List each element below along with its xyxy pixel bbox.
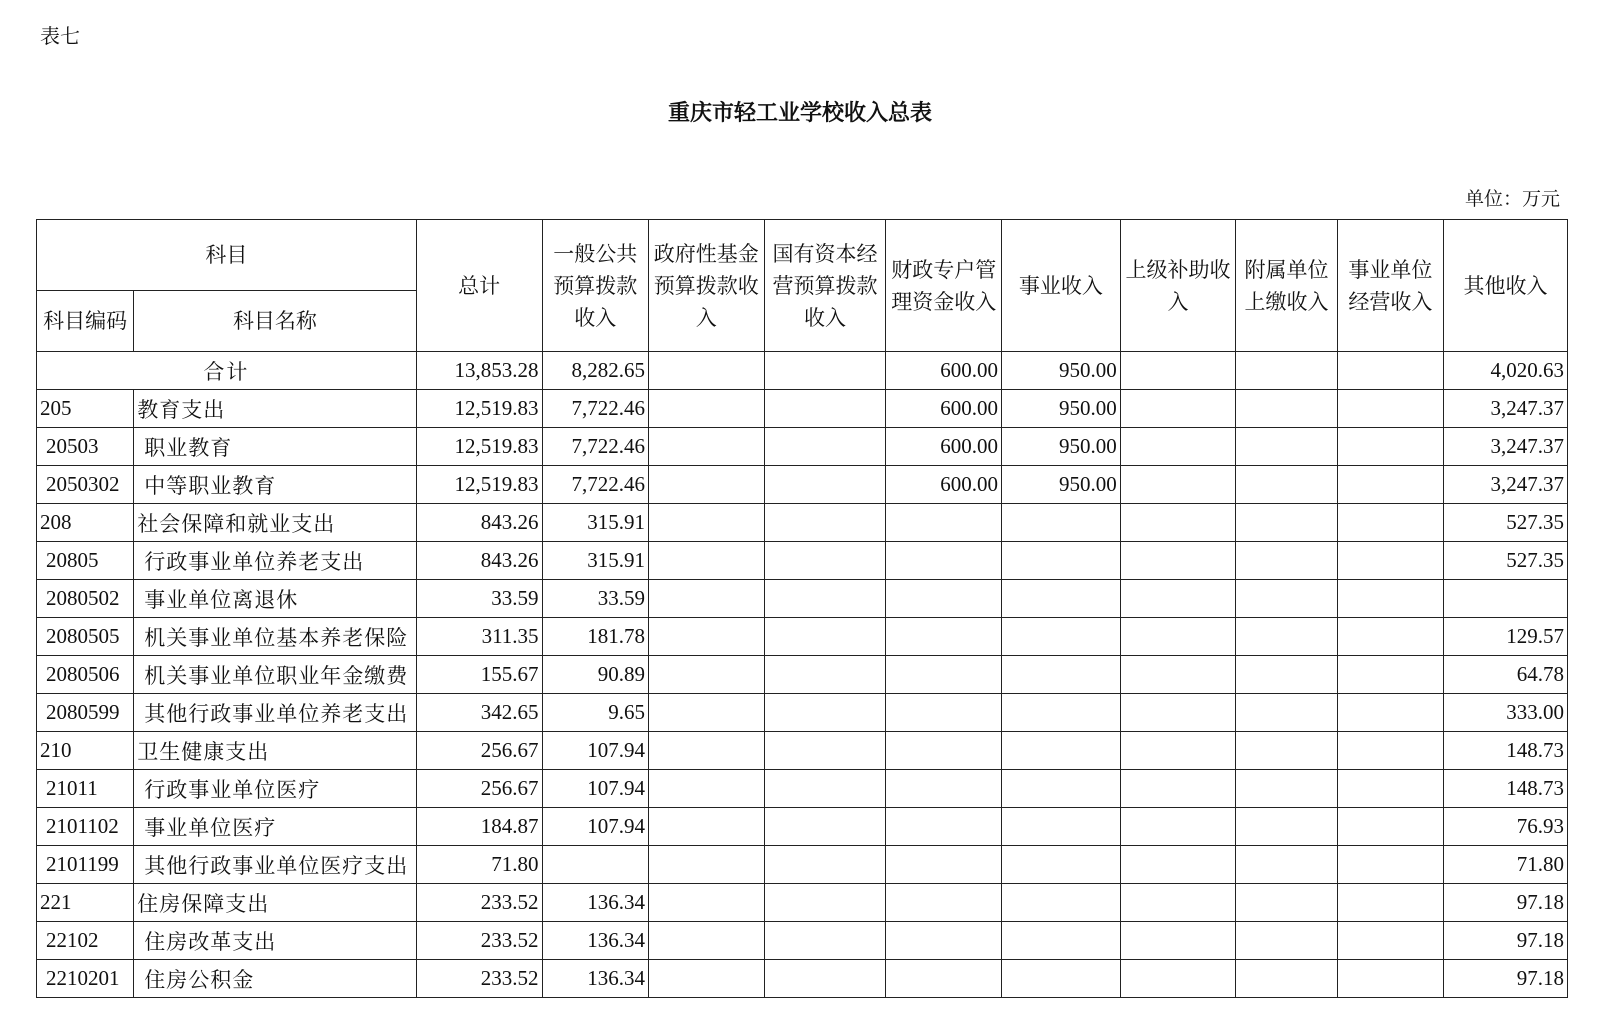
amount-cell (1236, 846, 1337, 884)
amount-cell: 184.87 (416, 808, 542, 846)
amount-cell (648, 466, 764, 504)
unit-label: 单位：万元 (1464, 188, 1560, 210)
subject-name-cell: 行政事业单位医疗 (134, 770, 416, 808)
amount-cell: 76.93 (1444, 808, 1568, 846)
header-col-business-income: 事业收入 (1002, 220, 1121, 352)
amount-cell (648, 770, 764, 808)
total-cell: 13,853.28 (416, 352, 542, 390)
amount-cell (1120, 542, 1236, 580)
amount-cell: 155.67 (416, 656, 542, 694)
subject-code-cell: 2080599 (37, 694, 134, 732)
table-row (37, 504, 1568, 542)
amount-cell: 107.94 (542, 732, 648, 770)
amount-cell: 64.78 (1444, 656, 1568, 694)
subject-code-cell: 2080505 (37, 618, 134, 656)
amount-cell: 600.00 (886, 466, 1002, 504)
amount-cell (1002, 732, 1121, 770)
amount-cell (764, 542, 886, 580)
amount-cell (648, 922, 764, 960)
amount-cell: 311.35 (416, 618, 542, 656)
amount-cell (1337, 618, 1443, 656)
amount-cell (764, 694, 886, 732)
table-row (37, 694, 1568, 732)
amount-cell: 843.26 (416, 504, 542, 542)
amount-cell (1236, 808, 1337, 846)
subject-name-cell: 住房公积金 (134, 960, 416, 998)
amount-cell: 148.73 (1444, 770, 1568, 808)
amount-cell (1002, 656, 1121, 694)
table-row (37, 922, 1568, 960)
amount-cell: 7,722.46 (542, 428, 648, 466)
subject-name-cell: 中等职业教育 (134, 466, 416, 504)
subject-code-cell: 2210201 (37, 960, 134, 998)
subject-name-cell: 住房改革支出 (134, 922, 416, 960)
subject-name-cell: 机关事业单位职业年金缴费 (134, 656, 416, 694)
amount-cell: 136.34 (542, 884, 648, 922)
amount-cell (1337, 694, 1443, 732)
amount-cell (1337, 390, 1443, 428)
amount-cell (1337, 960, 1443, 998)
table-row (37, 884, 1568, 922)
amount-cell (1337, 732, 1443, 770)
amount-cell (1236, 922, 1337, 960)
amount-cell: 12,519.83 (416, 390, 542, 428)
amount-cell: 12,519.83 (416, 466, 542, 504)
header-col-general-budget: 一般公共预算拨款收入 (542, 220, 648, 352)
amount-cell (1236, 466, 1337, 504)
subject-code-cell: 20503 (37, 428, 134, 466)
amount-cell (648, 618, 764, 656)
amount-cell (1337, 504, 1443, 542)
subject-name-cell: 卫生健康支出 (134, 732, 416, 770)
table-row (37, 542, 1568, 580)
subject-name-cell: 社会保障和就业支出 (134, 504, 416, 542)
amount-cell (648, 390, 764, 428)
amount-cell: 33.59 (542, 580, 648, 618)
amount-cell (1002, 770, 1121, 808)
header-col-affiliated-remit: 附属单位上缴收入 (1236, 220, 1337, 352)
amount-cell (1337, 846, 1443, 884)
amount-cell: 3,247.37 (1444, 390, 1568, 428)
amount-cell (1120, 694, 1236, 732)
amount-cell: 256.67 (416, 770, 542, 808)
subject-name-cell: 职业教育 (134, 428, 416, 466)
amount-cell (886, 960, 1002, 998)
amount-cell (648, 884, 764, 922)
amount-cell: 97.18 (1444, 960, 1568, 998)
amount-cell (648, 542, 764, 580)
table-row (37, 466, 1568, 504)
table-number: 表七 (40, 24, 80, 48)
amount-cell: 256.67 (416, 732, 542, 770)
amount-cell (764, 846, 886, 884)
table-row (37, 770, 1568, 808)
table-row (37, 846, 1568, 884)
amount-cell: 600.00 (886, 428, 1002, 466)
amount-cell: 315.91 (542, 504, 648, 542)
amount-cell (1002, 922, 1121, 960)
page-title: 重庆市轻工业学校收入总表 (667, 100, 932, 126)
amount-cell (1002, 618, 1121, 656)
amount-cell (764, 618, 886, 656)
total-cell (1337, 352, 1443, 390)
header-col-other-income: 其他收入 (1444, 220, 1568, 352)
amount-cell: 97.18 (1444, 922, 1568, 960)
total-cell (648, 352, 764, 390)
subject-name-cell: 事业单位离退休 (134, 580, 416, 618)
amount-cell (886, 922, 1002, 960)
table-row (37, 808, 1568, 846)
amount-cell: 600.00 (886, 390, 1002, 428)
subject-code-cell: 205 (37, 390, 134, 428)
amount-cell (1337, 580, 1443, 618)
amount-cell: 233.52 (416, 922, 542, 960)
amount-cell (1236, 618, 1337, 656)
subject-name-cell: 机关事业单位基本养老保险 (134, 618, 416, 656)
amount-cell (1337, 542, 1443, 580)
amount-cell (1337, 466, 1443, 504)
amount-cell: 148.73 (1444, 732, 1568, 770)
subject-name-cell: 行政事业单位养老支出 (134, 542, 416, 580)
amount-cell: 950.00 (1002, 466, 1121, 504)
amount-cell (886, 542, 1002, 580)
amount-cell (1337, 808, 1443, 846)
header-col-operating-income: 事业单位经营收入 (1337, 220, 1443, 352)
amount-cell (1444, 580, 1568, 618)
amount-cell: 3,247.37 (1444, 466, 1568, 504)
subject-name-cell: 住房保障支出 (134, 884, 416, 922)
header-col-total: 总计 (416, 220, 542, 352)
subject-code-cell: 2101102 (37, 808, 134, 846)
table-row (37, 390, 1568, 428)
amount-cell (1120, 884, 1236, 922)
total-cell: 4,020.63 (1444, 352, 1568, 390)
amount-cell: 843.26 (416, 542, 542, 580)
amount-cell (1236, 580, 1337, 618)
amount-cell (886, 884, 1002, 922)
amount-cell (1002, 884, 1121, 922)
amount-cell (764, 884, 886, 922)
amount-cell (764, 466, 886, 504)
amount-cell: 129.57 (1444, 618, 1568, 656)
amount-cell: 71.80 (416, 846, 542, 884)
amount-cell (1120, 770, 1236, 808)
amount-cell (886, 732, 1002, 770)
amount-cell (764, 922, 886, 960)
amount-cell: 233.52 (416, 960, 542, 998)
amount-cell (648, 428, 764, 466)
amount-cell (886, 656, 1002, 694)
amount-cell: 233.52 (416, 884, 542, 922)
table-row (37, 732, 1568, 770)
amount-cell: 71.80 (1444, 846, 1568, 884)
subject-code-cell: 20805 (37, 542, 134, 580)
amount-cell (1120, 656, 1236, 694)
amount-cell (1236, 542, 1337, 580)
amount-cell (1120, 808, 1236, 846)
header-col-superior-subsidy: 上级补助收入 (1120, 220, 1236, 352)
subject-code-cell: 2080506 (37, 656, 134, 694)
amount-cell (764, 770, 886, 808)
subject-code-cell: 221 (37, 884, 134, 922)
amount-cell: 950.00 (1002, 428, 1121, 466)
amount-cell: 33.59 (416, 580, 542, 618)
amount-cell (886, 846, 1002, 884)
amount-cell (1120, 428, 1236, 466)
amount-cell (764, 960, 886, 998)
amount-cell: 97.18 (1444, 884, 1568, 922)
header-col-special-account: 财政专户管理资金收入 (886, 220, 1002, 352)
subject-code-cell: 22102 (37, 922, 134, 960)
amount-cell (1236, 504, 1337, 542)
amount-cell (648, 580, 764, 618)
total-cell (1236, 352, 1337, 390)
amount-cell: 136.34 (542, 922, 648, 960)
income-table (36, 219, 1568, 998)
amount-cell (764, 428, 886, 466)
table-row (37, 428, 1568, 466)
amount-cell: 527.35 (1444, 504, 1568, 542)
amount-cell (1002, 808, 1121, 846)
amount-cell: 136.34 (542, 960, 648, 998)
amount-cell (764, 390, 886, 428)
total-cell: 950.00 (1002, 352, 1121, 390)
amount-cell (1120, 846, 1236, 884)
amount-cell (1236, 656, 1337, 694)
total-cell (764, 352, 886, 390)
amount-cell (1120, 580, 1236, 618)
amount-cell (1120, 922, 1236, 960)
amount-cell (1236, 390, 1337, 428)
amount-cell (886, 808, 1002, 846)
amount-cell: 333.00 (1444, 694, 1568, 732)
amount-cell (1002, 504, 1121, 542)
amount-cell (648, 656, 764, 694)
subject-name-cell: 事业单位医疗 (134, 808, 416, 846)
table-row (37, 656, 1568, 694)
amount-cell (648, 960, 764, 998)
amount-cell (1002, 846, 1121, 884)
total-row (37, 352, 1568, 390)
amount-cell (1236, 884, 1337, 922)
amount-cell (886, 580, 1002, 618)
amount-cell (886, 770, 1002, 808)
amount-cell (1236, 770, 1337, 808)
amount-cell (886, 618, 1002, 656)
subject-code-cell: 2080502 (37, 580, 134, 618)
amount-cell (1236, 732, 1337, 770)
amount-cell (1002, 542, 1121, 580)
amount-cell (1120, 732, 1236, 770)
amount-cell (764, 580, 886, 618)
subject-code-cell: 21011 (37, 770, 134, 808)
header-subject-name: 科目名称 (134, 291, 416, 352)
amount-cell: 527.35 (1444, 542, 1568, 580)
amount-cell (648, 694, 764, 732)
amount-cell (1236, 960, 1337, 998)
total-cell: 8,282.65 (542, 352, 648, 390)
amount-cell (648, 504, 764, 542)
amount-cell (1002, 694, 1121, 732)
amount-cell (1236, 694, 1337, 732)
amount-cell (1337, 428, 1443, 466)
header-subject-code: 科目编码 (37, 291, 134, 352)
amount-cell (1120, 618, 1236, 656)
amount-cell: 107.94 (542, 808, 648, 846)
amount-cell (764, 504, 886, 542)
amount-cell: 9.65 (542, 694, 648, 732)
amount-cell: 7,722.46 (542, 390, 648, 428)
subject-name-cell: 教育支出 (134, 390, 416, 428)
amount-cell (1120, 960, 1236, 998)
amount-cell (648, 808, 764, 846)
amount-cell (764, 656, 886, 694)
amount-cell (1120, 504, 1236, 542)
amount-cell (886, 694, 1002, 732)
total-cell (1120, 352, 1236, 390)
amount-cell: 950.00 (1002, 390, 1121, 428)
amount-cell (1002, 580, 1121, 618)
header-subject: 科目 (37, 220, 417, 291)
amount-cell (1337, 770, 1443, 808)
subject-name-cell: 其他行政事业单位医疗支出 (134, 846, 416, 884)
amount-cell (1002, 960, 1121, 998)
amount-cell: 90.89 (542, 656, 648, 694)
subject-code-cell: 2101199 (37, 846, 134, 884)
amount-cell: 7,722.46 (542, 466, 648, 504)
amount-cell (1120, 390, 1236, 428)
header-col-gov-fund: 政府性基金预算拨款收入 (648, 220, 764, 352)
total-cell: 600.00 (886, 352, 1002, 390)
table-row (37, 580, 1568, 618)
amount-cell (648, 846, 764, 884)
amount-cell: 3,247.37 (1444, 428, 1568, 466)
amount-cell (886, 504, 1002, 542)
header-col-state-capital: 国有资本经营预算拨款收入 (764, 220, 886, 352)
amount-cell: 315.91 (542, 542, 648, 580)
amount-cell (764, 808, 886, 846)
table-row (37, 618, 1568, 656)
amount-cell (1120, 466, 1236, 504)
amount-cell (648, 732, 764, 770)
amount-cell (1236, 428, 1337, 466)
amount-cell (1337, 656, 1443, 694)
amount-cell (1337, 884, 1443, 922)
table-row (37, 960, 1568, 998)
amount-cell: 107.94 (542, 770, 648, 808)
subject-code-cell: 2050302 (37, 466, 134, 504)
subject-name-cell: 其他行政事业单位养老支出 (134, 694, 416, 732)
amount-cell (542, 846, 648, 884)
subject-code-cell: 208 (37, 504, 134, 542)
total-label: 合计 (37, 352, 417, 390)
amount-cell: 181.78 (542, 618, 648, 656)
amount-cell (1337, 922, 1443, 960)
amount-cell: 12,519.83 (416, 428, 542, 466)
amount-cell: 342.65 (416, 694, 542, 732)
amount-cell (764, 732, 886, 770)
subject-code-cell: 210 (37, 732, 134, 770)
